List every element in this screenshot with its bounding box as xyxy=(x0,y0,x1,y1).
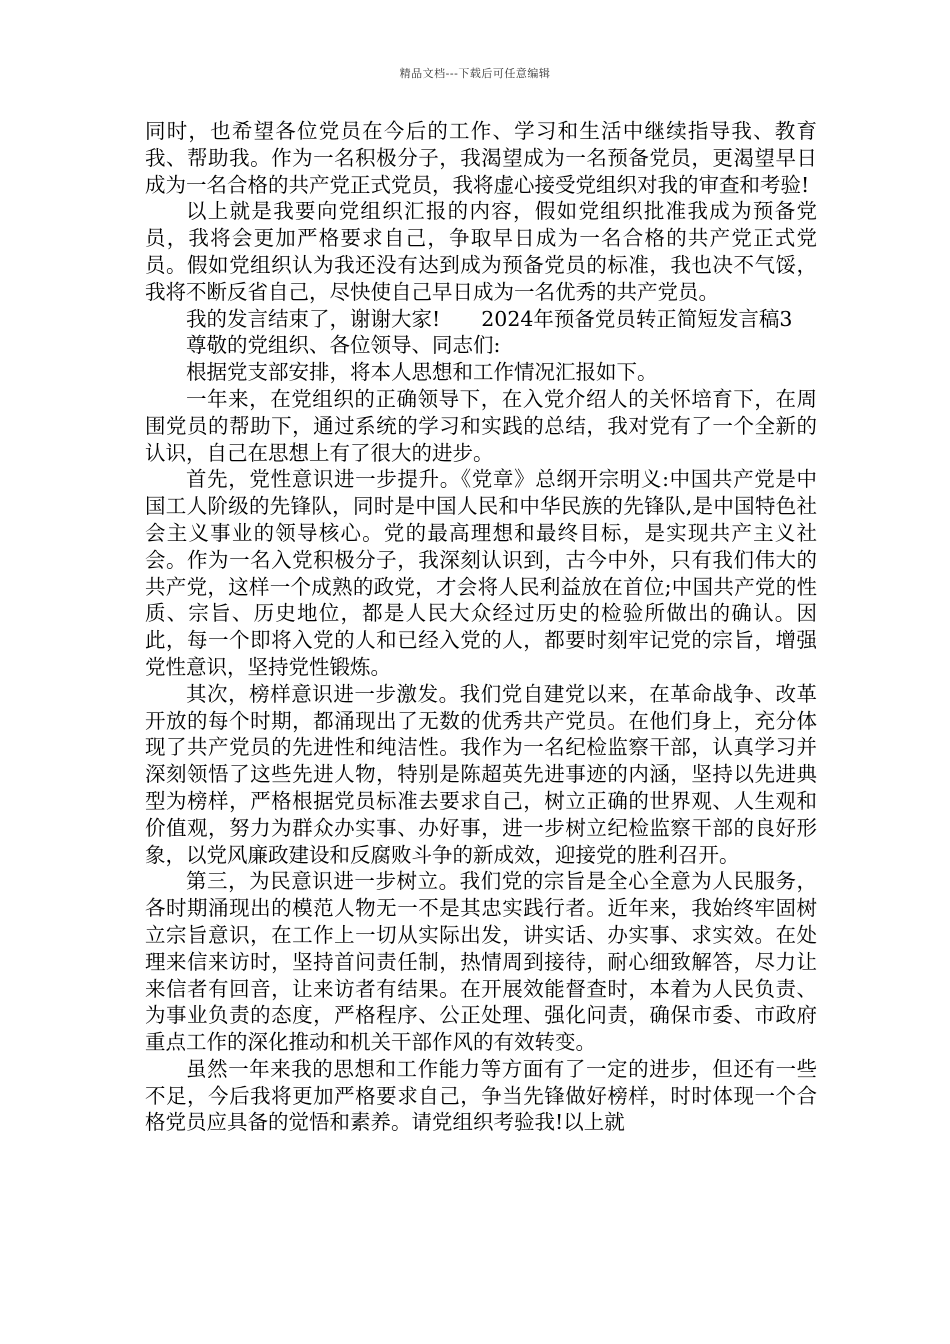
paragraph: 尊敬的党组织、各位领导、同志们: xyxy=(186,333,501,358)
paragraph: 一年来，在党组织的正确领导下，在入党介绍人的关怀培育下，在周围党员的帮助下，通过系统的学习和实践的总结，我对党有了一个全新的认识，自己在思想上有了很大的进步。 xyxy=(145,386,817,465)
paragraph: 我的发言结束了，谢谢大家! 2024年预备党员转正简短发言稿3 xyxy=(186,306,793,331)
paragraph: 以上就是我要向党组织汇报的内容，假如党组织批准我成为预备党员，我将会更加严格要求自己，争取早日成为一名合格的共产党正式党员。假如党组织认为我还没有达到成为预备党员的标准，我也决不气馁，我将不断反省自己，尽快使自己早日成为一名优秀的共产党员。 xyxy=(145,199,817,304)
paragraph: 根据党支部安排，将本人思想和工作情况汇报如下。 xyxy=(186,360,658,385)
paragraph: 虽然一年来我的思想和工作能力等方面有了一定的进步，但还有一些不足，今后我将更加严格要求自己，争当先锋做好榜样，时时体现一个合格党员应具备的觉悟和素养。请党组织考验我!以上就 xyxy=(145,1056,817,1135)
page-header: 精品文档---下载后可任意编辑 xyxy=(399,67,551,80)
paragraph: 首先，党性意识进一步提升。《党章》总纲开宗明义:中国共产党是中国工人阶级的先锋队，同时是中国人民和中华民族的先锋队,是中国特色社会主义事业的领导核心。党的最高理想和最终目标，是实现共产主义社会。作为一名入党积极分子，我深刻认识到，古今中外，只有我们伟大的共产党，这样一个成熟的政党，才会将人民利益放在首位;中国共产党的性质、宗旨、历史地位，都是人民大众经过历史的检验所做出的确认。因此，每一个即将入党的人和已经入党的人，都要时刻牢记党的宗旨，增强党性意识，坚持党性锻炼。 xyxy=(145,467,817,679)
document-body xyxy=(145,118,817,1136)
paragraph: 第三，为民意识进一步树立。我们党的宗旨是全心全意为人民服务，各时期涌现出的模范人物无一不是其忠实践行者。近年来，我始终牢固树立宗旨意识，在工作上一切从实际出发，讲实话、办实事、求实效。在处理来信来访时，坚持首问责任制，热情周到接待，耐心细致解答，尽力让来信者有回音，让来访者有结果。在开展效能督查时，本着为人民负责、为事业负责的态度，严格程序、公正处理、强化问责，确保市委、市政府重点工作的深化推动和机关干部作风的有效转变。 xyxy=(145,869,817,1055)
paragraph: 其次，榜样意识进一步激发。我们党自建党以来，在革命战争、改革开放的每个时期，都涌现出了无数的优秀共产党员。在他们身上，充分体现了共产党员的先进性和纯洁性。我作为一名纪检监察干部，认真学习并深刻领悟了这些先进人物，特别是陈超英先进事迹的内涵，坚持以先进典型为榜样，严格根据党员标准去要求自己，树立正确的世界观、人生观和价值观，努力为群众办实事、办好事，进一步树立纪检监察干部的良好形象，以党风廉政建设和反腐败斗争的新成效，迎接党的胜利召开。 xyxy=(145,681,817,867)
paragraph: 同时，也希望各位党员在今后的工作、学习和生活中继续指导我、教育我、帮助我。作为一名积极分子，我渴望成为一名预备党员，更渴望早日成为一名合格的共产党正式党员，我将虚心接受党组织对我的审查和考验! xyxy=(145,119,817,197)
